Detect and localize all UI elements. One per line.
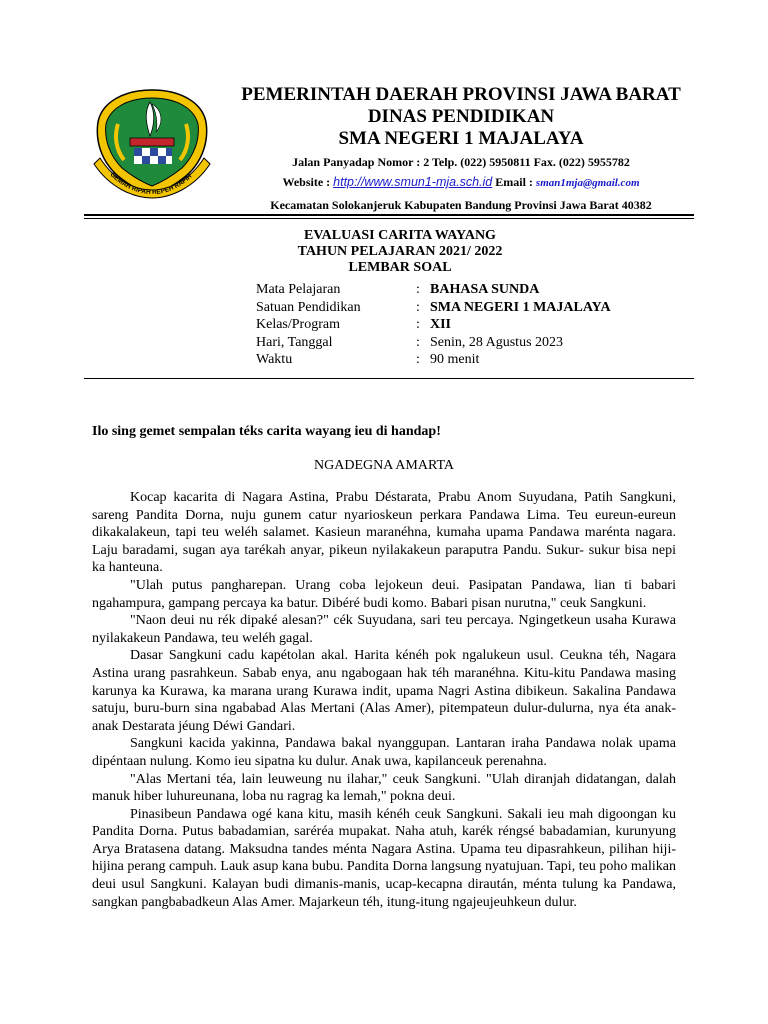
info-value: 90 menit [430, 352, 480, 368]
instruction-text: Ilo sing gemet sempalan téks carita wayang ieu di handap! [92, 424, 441, 439]
letterhead-school: SMA NEGERI 1 MAJALAYA [338, 128, 584, 149]
letterhead-divider-thin [84, 218, 694, 219]
logo-motto: GEMAH RIPAH REPEH RAPIH [108, 171, 194, 197]
website-link[interactable]: http://www.smun1-mja.sch.id [333, 175, 493, 189]
info-value: Senin, 28 Agustus 2023 [430, 334, 564, 350]
letterhead-divider-thick [84, 214, 694, 216]
story-title: NGADEGNA AMARTA [314, 458, 454, 473]
exam-title-evaluation: EVALUASI CARITA WAYANG [304, 228, 496, 243]
info-row-duration [256, 351, 611, 369]
info-value: SMA NEGERI 1 MAJALAYA [430, 299, 611, 315]
letterhead-department: DINAS PENDIDIKAN [367, 106, 555, 127]
story-paragraph: "Ulah putus pangharepan. Urang coba lejokeun deui. Pasipatan Pandawa, lian ti babari ngahampura, gampang percaya ka batur. Dibéré budi komo. Babari pisan nurutna," ceuk Sangkuni. [92, 577, 676, 611]
letterhead-district: Kecamatan Solokanjeruk Kabupaten Bandung Provinsi Jawa Barat 40382 [270, 198, 652, 212]
info-label: Waktu [256, 352, 293, 368]
exam-info-table [256, 281, 611, 369]
email-link[interactable]: sman1mja@gmail.com [535, 177, 640, 189]
letterhead-government: PEMERINTAH DAERAH PROVINSI JAWA BARAT [241, 84, 681, 105]
info-colon: : [416, 282, 420, 297]
info-label: Satuan Pendidikan [256, 299, 361, 315]
info-colon: : [416, 352, 420, 368]
info-row-subject [256, 281, 611, 299]
west-java-emblem-logo [90, 84, 214, 202]
exam-title [240, 228, 560, 276]
info-label: Mata Pelajaran [256, 282, 341, 297]
story-paragraph: Kocap kacarita di Nagara Astina, Prabu Déstarata, Prabu Anom Suyudana, Patih Sangkuni, sareng Pandita Dorna, nuju gunem catur nyarioskeun perkara Pandawa Lima. Teu eureun-eureun dikakalakeun, tapi teu weléh salamet. Kasieun maranéhna, kumaha upama Pandawa maréntа nagara. Laju baradami, sugan aya tarékah anyar, pikeun nyilakakeun paraputra Pandu. Sukur- sukur bisa nepi ka hanteuna. [92, 490, 676, 576]
exam-title-year: TAHUN PELAJARAN 2021/ 2022 [297, 244, 503, 259]
info-colon: : [416, 334, 420, 350]
info-label: Hari, Tanggal [256, 334, 333, 350]
story-paragraph: "Alas Mertani téa, lain leuweung nu ilahar," ceuk Sangkuni. "Ulah diranjah didatangan, dalah manuk hiber luhureunana, loba nu ragrag ka lemah," pokna deui. [92, 771, 676, 805]
letterhead-contact [226, 174, 696, 191]
story-paragraph: Dasar Sangkuni cadu kapétolan akal. Harita kénéh pok ngalukeun usul. Ceukna téh, Nagara Astina urang pasrahkeun. Sabab enya, anu ngabogaan hak téh maranéhna. Kitu-kitu Pandawa masing karunya ka Kurawa, ka marana urang Kurawa indit, upama Nagri Astina dibikeun. Sakalina Pandawa satuju, buru-burn sina ngababad Alas Mertani (Alas Amer), pitempateun dulur-dulurna, nya éta anak- anak Destarata jéung Déwi Gandari. [92, 648, 676, 734]
email-label: Email : [495, 175, 533, 189]
info-divider [84, 378, 694, 379]
info-label: Kelas/Program [256, 317, 340, 333]
story-paragraph: "Naon deui nu rék dipaké alesan?" cék Suyudana, sari teu percaya. Ngingetkeun usaha Kurawa nyilakakeun Pandawa, teu weléh gagal. [92, 613, 676, 646]
info-row-date [256, 334, 611, 352]
info-colon: : [416, 299, 420, 315]
story-body [92, 489, 676, 911]
info-value: XII [430, 317, 452, 333]
info-row-class [256, 316, 611, 334]
letterhead [226, 84, 696, 213]
story-paragraph: Sangkuni kacida yakinna, Pandawa bakal nyanggupan. Lantaran iraha Pandawa nolak upama dipéntaan nulung. Komo ieu sipatna ku dulur. Anak uwa, kapilanceuk perenahna. [92, 736, 676, 769]
letterhead-address: Jalan Panyadap Nomor : 2 Telp. (022) 5950811 Fax. (022) 5955782 [292, 155, 630, 169]
website-label: Website : [282, 175, 331, 189]
info-colon: : [416, 317, 420, 333]
exam-title-sheet: LEMBAR SOAL [348, 260, 452, 275]
info-row-school [256, 299, 611, 317]
info-value: BAHASA SUNDA [430, 282, 540, 297]
story-paragraph: Pinasibeun Pandawa ogé kana kitu, masih kénéh ceuk Sangkuni. Sakali ieu mah digoongan ku Pandita Dorna. Putus babadamian, saréréa mupakat. Naha atuh, karék réngsé babadamian, kurunyung Arya Bratasena datang. Maksudna tandes ménta Nagara Astina. Upama teu dipasrahkeun, pilihan hiji-hijina perang campuh. Lauk asup kana bubu. Pandita Dorna langsung nyatujuan. Tapi, teu poho malikan deui usul Sangkuni. Kalayan budi dimanis-manis, ucap-kecapna diraután, ménta tulung ka Pandawa, sangkan pangbabadkeun Alas Amer. Majarkeun téh, itung-itung ngajeujeuhkeun dulur. [92, 806, 676, 910]
